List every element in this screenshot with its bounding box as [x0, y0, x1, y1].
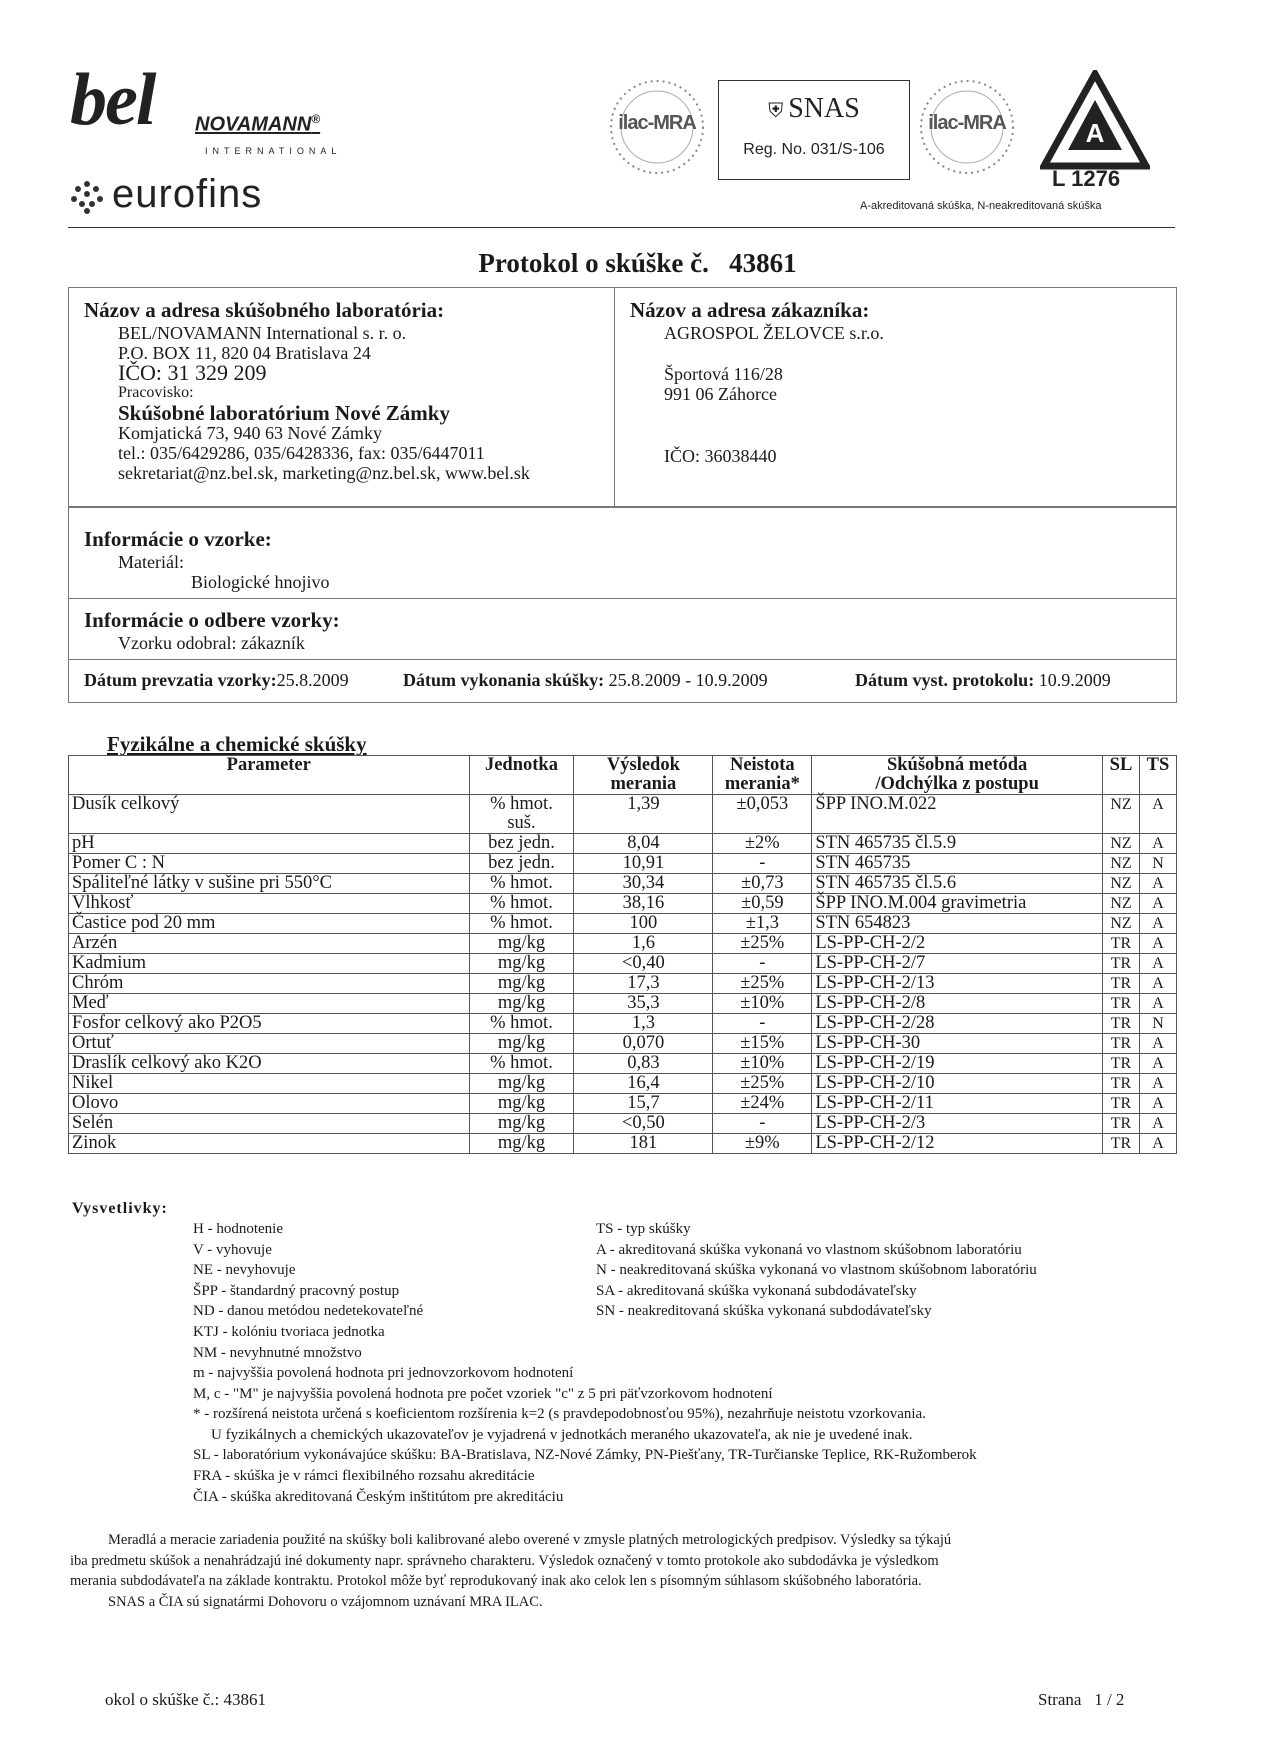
customer-name: AGROSPOL ŽELOVCE s.r.o. — [664, 323, 884, 343]
sample-divider — [69, 598, 1176, 599]
cell-ts: A — [1139, 974, 1176, 994]
cell-ts: A — [1139, 1134, 1176, 1154]
cell-unit: mg/kg — [469, 954, 574, 974]
cell-result: 0,070 — [574, 1034, 713, 1054]
cell-unit: mg/kg — [469, 1114, 574, 1134]
legend-item: A - akreditovaná skúška vykonaná vo vlastnom skúšobnom laboratóriu — [596, 1241, 1022, 1258]
cell-uncertainty: ±1,3 — [713, 914, 812, 934]
workplace-address: Komjatická 73, 940 63 Nové Zámky — [118, 423, 382, 443]
cell-sl: TR — [1102, 994, 1139, 1014]
cell-parameter: Meď — [69, 994, 470, 1014]
cell-parameter: Selén — [69, 1114, 470, 1134]
cell-ts: A — [1139, 1034, 1176, 1054]
address-box-divider — [614, 288, 615, 506]
legend-item: NE - nevyhovuje — [193, 1262, 296, 1279]
legend-heading: Vysvetlivky: — [72, 1200, 168, 1217]
legend-full-list — [193, 1363, 977, 1507]
customer-city: 991 06 Záhorce — [664, 384, 777, 404]
cell-unit: mg/kg — [469, 1094, 574, 1114]
cell-uncertainty: ±25% — [713, 1074, 812, 1094]
lab-address: P.O. BOX 11, 820 04 Bratislava 24 — [118, 343, 371, 363]
cell-sl: NZ — [1102, 854, 1139, 874]
material-value: Biologické hnojivo — [191, 572, 330, 592]
legend-item: V - vyhovuje — [193, 1241, 272, 1258]
ilac-right-label: ilac-MRA — [928, 112, 1006, 134]
cell-method: ŠPP INO.M.022 — [812, 795, 1103, 834]
ilac-seal-right-icon — [916, 76, 1018, 178]
cell-unit: % hmot. — [469, 1054, 574, 1074]
legend-item: ŠPP - štandardný pracovný postup — [193, 1282, 400, 1299]
cell-ts: A — [1139, 834, 1176, 854]
customer-ico: IČO: 36038440 — [664, 446, 777, 466]
cell-parameter: pH — [69, 834, 470, 854]
cell-sl: NZ — [1102, 795, 1139, 834]
workplace-name: Skúšobné laboratórium Nové Zámky — [118, 401, 450, 425]
cell-uncertainty: - — [713, 1014, 812, 1034]
cell-uncertainty: ±0,73 — [713, 874, 812, 894]
legend-left-list — [193, 1219, 423, 1363]
cell-parameter: Draslík celkový ako K2O — [69, 1054, 470, 1074]
cell-result: 8,04 — [574, 834, 713, 854]
snas-shield-icon: ⛨ — [768, 100, 789, 122]
sample-section — [84, 527, 330, 592]
legend-item: KTJ - kolóniu tvoriaca jednotka — [193, 1323, 385, 1340]
cell-method: LS-PP-CH-2/11 — [812, 1094, 1103, 1114]
page-number: Strana 1 / 2 — [1038, 1690, 1125, 1709]
cell-parameter: Fosfor celkový ako P2O5 — [69, 1014, 470, 1034]
snas-reg-number: Reg. No. 031/S-106 — [743, 141, 885, 158]
cell-unit: mg/kg — [469, 1034, 574, 1054]
cell-uncertainty: ±2% — [713, 834, 812, 854]
cell-ts: A — [1139, 934, 1176, 954]
legend-item: FRA - skúška je v rámci flexibilného rozsahu akreditácie — [193, 1467, 535, 1484]
cell-uncertainty: ±25% — [713, 974, 812, 994]
footer-note-line: SNAS a ČIA sú signatármi Dohovoru o vzájomnom uznávaní MRA ILAC. — [108, 1593, 543, 1610]
cell-ts: A — [1139, 914, 1176, 934]
cell-result: 0,83 — [574, 1054, 713, 1074]
col-ts: TS — [1139, 756, 1176, 795]
cell-result: 181 — [574, 1134, 713, 1154]
cell-sl: TR — [1102, 1054, 1139, 1074]
eurofins-logo-icon — [70, 180, 104, 214]
cell-method: STN 465735 čl.5.6 — [812, 874, 1103, 894]
cell-parameter: Nikel — [69, 1074, 470, 1094]
cell-result: 1,3 — [574, 1014, 713, 1034]
cell-ts: A — [1139, 954, 1176, 974]
cell-uncertainty: - — [713, 854, 812, 874]
table-row — [69, 994, 1177, 1014]
date-issued: Dátum vyst. protokolu: 10.9.2009 — [855, 670, 1111, 690]
logo-eurofins: eurofins — [112, 172, 263, 216]
logo-novamann: NOVAMANN® — [195, 112, 321, 136]
customer-section — [630, 298, 884, 466]
cell-method: LS-PP-CH-2/19 — [812, 1054, 1103, 1074]
cell-ts: N — [1139, 854, 1176, 874]
cell-sl: TR — [1102, 1034, 1139, 1054]
cell-unit: bez jedn. — [469, 854, 574, 874]
lab-web: sekretariat@nz.bel.sk, marketing@nz.bel.sk, www.bel.sk — [118, 463, 530, 483]
legend-item: NM - nevyhnutné množstvo — [193, 1344, 362, 1361]
cell-result: 15,7 — [574, 1094, 713, 1114]
cell-unit: % hmot. — [469, 914, 574, 934]
lab-heading: Názov a adresa skúšobného laboratória: — [84, 298, 445, 322]
cell-method: LS-PP-CH-2/12 — [812, 1134, 1103, 1154]
cell-method: LS-PP-CH-2/28 — [812, 1014, 1103, 1034]
cell-uncertainty: ±15% — [713, 1034, 812, 1054]
cell-ts: N — [1139, 1014, 1176, 1034]
cell-method: LS-PP-CH-2/2 — [812, 934, 1103, 954]
cell-method: ŠPP INO.M.004 gravimetria — [812, 894, 1103, 914]
cell-parameter: Kadmium — [69, 954, 470, 974]
legend-item: SA - akreditovaná skúška vykonaná subdodávateľsky — [596, 1282, 917, 1299]
cell-result: 38,16 — [574, 894, 713, 914]
cell-ts: A — [1139, 1054, 1176, 1074]
logo-international: INTERNATIONAL — [205, 146, 342, 156]
table-row — [69, 1094, 1177, 1114]
cell-parameter: Vlhkosť — [69, 894, 470, 914]
table-row — [69, 934, 1177, 954]
tests-section-title: Fyzikálne a chemické skúšky — [107, 732, 367, 756]
protocol-number: 43861 — [729, 248, 797, 278]
cell-unit: % hmot. — [469, 894, 574, 914]
sampling-heading: Informácie o odbere vzorky: — [84, 608, 340, 632]
cell-result: 100 — [574, 914, 713, 934]
snas-box — [718, 80, 910, 180]
table-row — [69, 1034, 1177, 1054]
col-sl: SL — [1102, 756, 1139, 795]
cell-ts: A — [1139, 1074, 1176, 1094]
cell-result: 30,34 — [574, 874, 713, 894]
table-row — [69, 1014, 1177, 1034]
snas-name: ⛨ SNAS — [768, 93, 860, 124]
cell-ts: A — [1139, 894, 1176, 914]
table-row — [69, 1134, 1177, 1154]
cell-parameter: Olovo — [69, 1094, 470, 1114]
legend-item: M, c - "M" je najvyššia povolená hodnota pre počet vzoriek "c" z 5 pri päťvzorkovom hodnotení — [193, 1385, 773, 1402]
legend-item: ČIA - skúška akreditovaná Českým inštitútom pre akreditáciu — [193, 1488, 564, 1505]
cell-method: LS-PP-CH-2/13 — [812, 974, 1103, 994]
cell-uncertainty: ±0,59 — [713, 894, 812, 914]
col-method: Skúšobná metóda /Odchýlka z postupu — [812, 756, 1103, 795]
legend-item: H - hodnotenie — [193, 1221, 283, 1237]
legend-item: TS - typ skúšky — [596, 1221, 691, 1237]
col-unit: Jednotka — [469, 756, 574, 795]
cell-ts: A — [1139, 994, 1176, 1014]
cell-uncertainty: ±10% — [713, 1054, 812, 1074]
cell-unit: bez jedn. — [469, 834, 574, 854]
legend-item: SN - neakreditovaná skúška vykonaná subdodávateľsky — [596, 1303, 932, 1320]
sample-heading: Informácie o vzorke: — [84, 527, 272, 551]
cell-parameter: Dusík celkový — [69, 795, 470, 834]
footer-protocol-ref: okol o skúške č.: 43861 — [105, 1690, 267, 1709]
lab-name: BEL/NOVAMANN International s. r. o. — [118, 323, 407, 343]
cell-method: LS-PP-CH-2/7 — [812, 954, 1103, 974]
cell-result: <0,40 — [574, 954, 713, 974]
cell-uncertainty: ±25% — [713, 934, 812, 954]
sampling-section — [84, 608, 340, 653]
cell-parameter: Spáliteľné látky v sušine pri 550°C — [69, 874, 470, 894]
col-result: Výsledok merania — [574, 756, 713, 795]
lab-ico: IČO: 31 329 209 — [118, 360, 267, 385]
cell-sl: TR — [1102, 974, 1139, 994]
cell-sl: TR — [1102, 1074, 1139, 1094]
cell-uncertainty: ±10% — [713, 994, 812, 1014]
cell-result: 10,91 — [574, 854, 713, 874]
material-label: Materiál: — [118, 552, 184, 572]
cell-result: 16,4 — [574, 1074, 713, 1094]
legend-item: ND - danou metódou nedetekovateľné — [193, 1303, 424, 1320]
cell-parameter: Častice pod 20 mm — [69, 914, 470, 934]
legend-right-list — [596, 1219, 1037, 1322]
cell-uncertainty: ±9% — [713, 1134, 812, 1154]
cell-sl: TR — [1102, 1094, 1139, 1114]
cell-uncertainty: - — [713, 1114, 812, 1134]
cell-parameter: Chróm — [69, 974, 470, 994]
cell-parameter: Pomer C : N — [69, 854, 470, 874]
cell-sl: TR — [1102, 954, 1139, 974]
cell-sl: NZ — [1102, 874, 1139, 894]
cell-sl: TR — [1102, 1134, 1139, 1154]
protocol-title: Protokol o skúške č. 43861 — [478, 248, 797, 278]
cell-parameter: Ortuť — [69, 1034, 470, 1054]
cell-unit: mg/kg — [469, 994, 574, 1014]
cia-accreditation-number: L 1276 — [1052, 166, 1121, 191]
cell-result: <0,50 — [574, 1114, 713, 1134]
table-header-row — [69, 756, 1177, 795]
cell-uncertainty: ±0,053 — [713, 795, 812, 834]
header-divider — [68, 227, 1175, 228]
table-row — [69, 1114, 1177, 1134]
cell-sl: TR — [1102, 1114, 1139, 1134]
cia-triangle-logo-icon — [1040, 70, 1150, 170]
footer-note-line: Meradlá a meracie zariadenia použité na skúšky boli kalibrované alebo overené v zmysle platných metrologických predpisov. Výsledky sa týkajú — [108, 1532, 952, 1548]
cell-sl: NZ — [1102, 834, 1139, 854]
table-row — [69, 914, 1177, 934]
cell-ts: A — [1139, 1094, 1176, 1114]
table-row — [69, 795, 1177, 834]
ilac-left-label: ilac-MRA — [618, 112, 696, 134]
cell-unit: mg/kg — [469, 974, 574, 994]
cell-unit: % hmot. suš. — [469, 795, 574, 834]
cell-unit: mg/kg — [469, 1074, 574, 1094]
legend-item: U fyzikálnych a chemických ukazovateľov je vyjadrená v jednotkách meraného ukazovateľa, ak nie je uvedené inak. — [211, 1426, 913, 1443]
col-parameter: Parameter — [69, 756, 470, 795]
date-tested: Dátum vykonania skúšky: 25.8.2009 - 10.9.2009 — [403, 670, 768, 690]
legend-item: SL - laboratórium vykonávajúce skúšku: BA-Bratislava, NZ-Nové Zámky, PN-Piešťany, TR-Turčianske Teplice, RK-Ružomberok — [193, 1447, 977, 1464]
cell-sl: TR — [1102, 1014, 1139, 1034]
workplace-label: Pracovisko: — [118, 384, 194, 401]
cell-ts: A — [1139, 874, 1176, 894]
legend-item: * - rozšírená neistota určená s koeficientom rozšírenia k=2 (s pravdepodobnosťou 95%), nezahrňuje neistotu vzorkovania. — [193, 1406, 926, 1423]
table-row — [69, 834, 1177, 854]
col-uncertainty: Neistota merania* — [713, 756, 812, 795]
logo-bel: bel — [70, 59, 155, 141]
footer-note-line: iba predmetu skúšok a nenahrádzajú iné dokumenty napr. správneho charakteru. Výsledok označený v tomto protokole ako subdodávka je výsledkom — [70, 1552, 939, 1569]
results-table — [68, 755, 1177, 1154]
customer-heading: Názov a adresa zákazníka: — [630, 298, 870, 322]
cell-uncertainty: ±24% — [713, 1094, 812, 1114]
cell-unit: % hmot. — [469, 1014, 574, 1034]
cell-result: 35,3 — [574, 994, 713, 1014]
table-row — [69, 1074, 1177, 1094]
date-received: Dátum prevzatia vzorky:25.8.2009 — [84, 670, 349, 690]
cell-parameter: Zinok — [69, 1134, 470, 1154]
cell-parameter: Arzén — [69, 934, 470, 954]
lab-section — [84, 298, 530, 483]
cell-ts: A — [1139, 795, 1176, 834]
cell-result: 1,39 — [574, 795, 713, 834]
table-row — [69, 954, 1177, 974]
cell-unit: mg/kg — [469, 1134, 574, 1154]
sampling-taken-by: Vzorku odobral: zákazník — [118, 633, 305, 653]
table-row — [69, 874, 1177, 894]
table-row — [69, 894, 1177, 914]
legend-item: m - najvyššia povolená hodnota pri jednovzorkovom hodnotení — [193, 1365, 574, 1381]
cell-unit: mg/kg — [469, 934, 574, 954]
accreditation-note: A-akreditovaná skúška, N-neakreditovaná skúška — [860, 200, 1102, 212]
table-row — [69, 974, 1177, 994]
cell-unit: % hmot. — [469, 874, 574, 894]
cell-method: LS-PP-CH-2/10 — [812, 1074, 1103, 1094]
cell-result: 1,6 — [574, 934, 713, 954]
cell-sl: NZ — [1102, 914, 1139, 934]
cell-result: 17,3 — [574, 974, 713, 994]
lab-phone: tel.: 035/6429286, 035/6428336, fax: 035/6447011 — [118, 443, 485, 463]
legend-item: N - neakreditovaná skúška vykonaná vo vlastnom skúšobnom laboratóriu — [596, 1262, 1037, 1279]
cell-method: STN 654823 — [812, 914, 1103, 934]
customer-street: Športová 116/28 — [664, 364, 783, 384]
cell-method: LS-PP-CH-30 — [812, 1034, 1103, 1054]
cell-sl: TR — [1102, 934, 1139, 954]
cell-uncertainty: - — [713, 954, 812, 974]
cell-ts: A — [1139, 1114, 1176, 1134]
cell-method: STN 465735 — [812, 854, 1103, 874]
dates-divider — [69, 659, 1176, 660]
ilac-seal-left-icon — [606, 76, 708, 178]
table-row — [69, 854, 1177, 874]
table-row — [69, 1054, 1177, 1074]
footer-note — [70, 1530, 1130, 1612]
footer-note-line: merania subdodávateľa na základe kontraktu. Protokol môže byť reprodukovaný inak ako celok len s písomným súhlasom skúšobného laboratória. — [70, 1573, 922, 1589]
svg-text:A: A — [1085, 118, 1105, 148]
cell-sl: NZ — [1102, 894, 1139, 914]
cell-method: LS-PP-CH-2/3 — [812, 1114, 1103, 1134]
cell-method: STN 465735 čl.5.9 — [812, 834, 1103, 854]
cell-method: LS-PP-CH-2/8 — [812, 994, 1103, 1014]
